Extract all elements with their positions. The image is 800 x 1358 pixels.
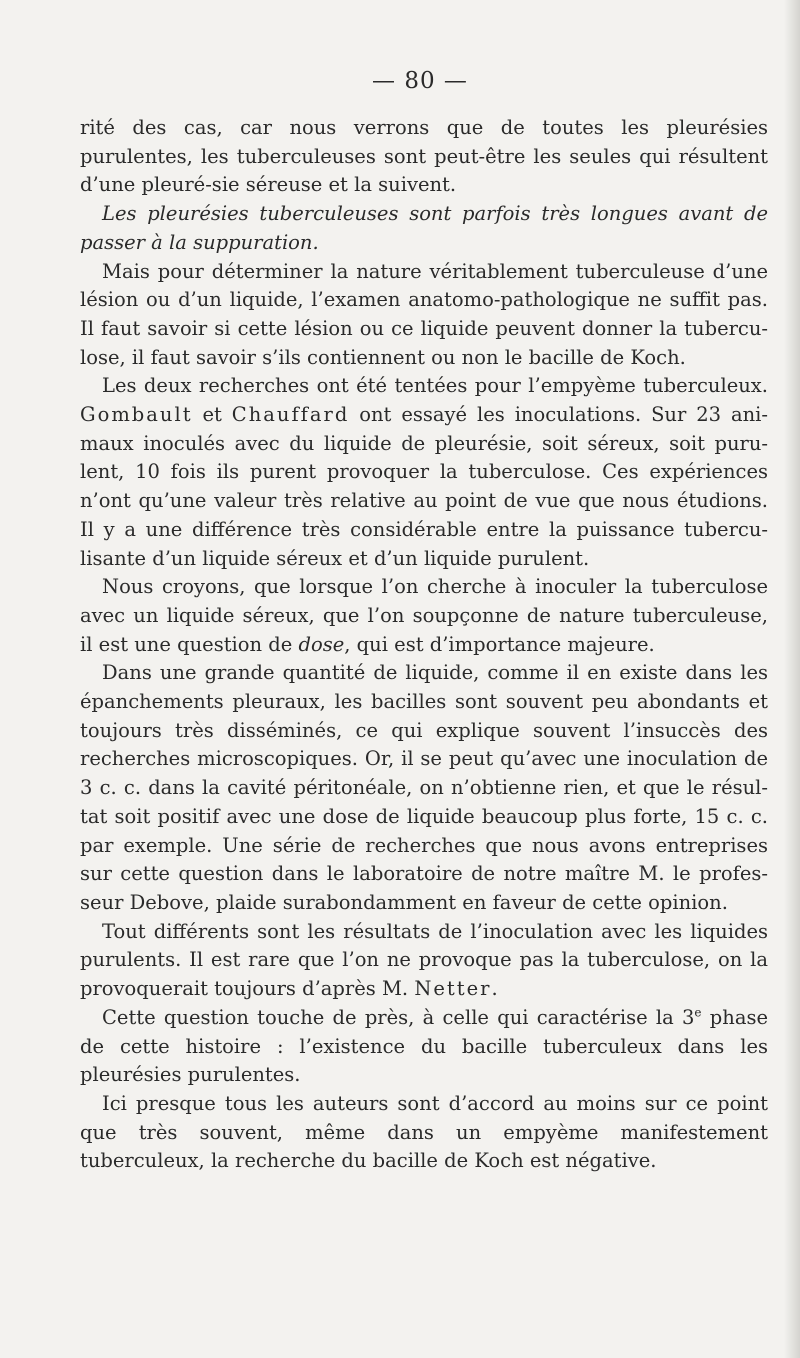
author-netter: Netter — [414, 977, 492, 1001]
paragraph-4-text-c: ont essayé les inoculations. Sur 23 ani-maux inoculés avec du liquide de pleurésie, soit séreux, soit puru-lent, 10 fois ils purent provoquer la tuberculose. Ces expériences n’ont qu’une valeur très relative au point de vue que nous étudions. Il y a une différence très considérable entre la puissance tubercu-lisante d’un liquide séreux et d’un liquide purulent. — [80, 403, 768, 570]
paragraph-4-text-b: et — [192, 403, 232, 427]
paragraph-2-italic-heading: Les pleurésies tuberculeuses sont parfois très longues avant de passer à la suppuration. — [80, 202, 768, 254]
body-text — [80, 114, 768, 1176]
superscript-e: e — [694, 1005, 702, 1020]
paragraph-7-text-a: Tout différents sont les résultats de l’inoculation avec les liquides purulents. Il est rare que l’on ne provoque pas la tuberculose, on la provoquerait toujours d’après M. — [80, 919, 768, 1001]
page-edge-shadow — [784, 0, 800, 1358]
paragraph-8-text-a: Cette question touche de près, à celle qui caractérise la 3 — [102, 1005, 695, 1029]
paragraph-8 — [80, 1004, 768, 1090]
author-gombault: Gombault — [80, 403, 193, 427]
paragraph-4-text-a: Les deux recherches ont été tentées pour l’empyème tuberculeux. — [102, 374, 768, 398]
paragraph-7-text-b: . — [491, 977, 498, 1001]
paragraph-5-text-a: Nous croyons, que lorsque l’on cherche à inoculer la tuberculose avec un liquide séreux, que l’on soupçonne de nature tuberculeuse, il est une question de — [80, 575, 768, 656]
paragraph-4 — [80, 372, 768, 573]
paragraph-5 — [80, 573, 768, 659]
paragraph-5-text-b: , qui est d’importance majeure. — [344, 632, 655, 656]
page-number: — 80 — — [372, 68, 468, 94]
emphasis-dose: dose — [298, 632, 345, 656]
paragraph-6: Dans une grande quantité de liquide, comme il en existe dans les épanchements pleuraux, les bacilles sont souvent peu abondants et toujours très disséminés, ce qui explique souvent l’insuccès des recherches microscopiques. Or, il se peut qu’avec une inoculation de 3 c. c. dans la cavité péritonéale, on n’obtienne rien, et que le résul-tat soit positif avec une dose de liquide beaucoup plus forte, 15 c. c. par exemple. Une série de recherches que nous avons entreprises sur cette question dans le laboratoire de notre maître M. le profes-seur Debove, plaide surabondamment en faveur de cette opinion. — [80, 661, 768, 914]
paragraph-9: Ici presque tous les auteurs sont d’accord au moins sur ce point que très souvent, même dans un empyème manifestement tuberculeux, la recherche du bacille de Koch est négative. — [80, 1091, 768, 1173]
paragraph-7 — [80, 918, 768, 1004]
paragraph-1: rité des cas, car nous verrons que de toutes les pleurésies purulentes, les tuberculeuses sont peut-être les seules qui résultent d’une pleuré-sie séreuse et la suivent. — [80, 116, 768, 197]
paragraph-8-text-b: phase de cette histoire : l’existence du bacille tuberculeux dans les pleurésies purulentes. — [80, 1005, 768, 1087]
paragraph-3: Mais pour déterminer la nature véritablement tuberculeuse d’une lésion ou d’un liquide, l’examen anatomo-pathologique ne suffit pas. Il faut savoir si cette lésion ou ce liquide peuvent donner la tubercu-lose, il faut savoir s’ils contiennent ou non le bacille de Koch. — [80, 259, 768, 369]
author-chauffard: Chauffard — [231, 403, 350, 427]
